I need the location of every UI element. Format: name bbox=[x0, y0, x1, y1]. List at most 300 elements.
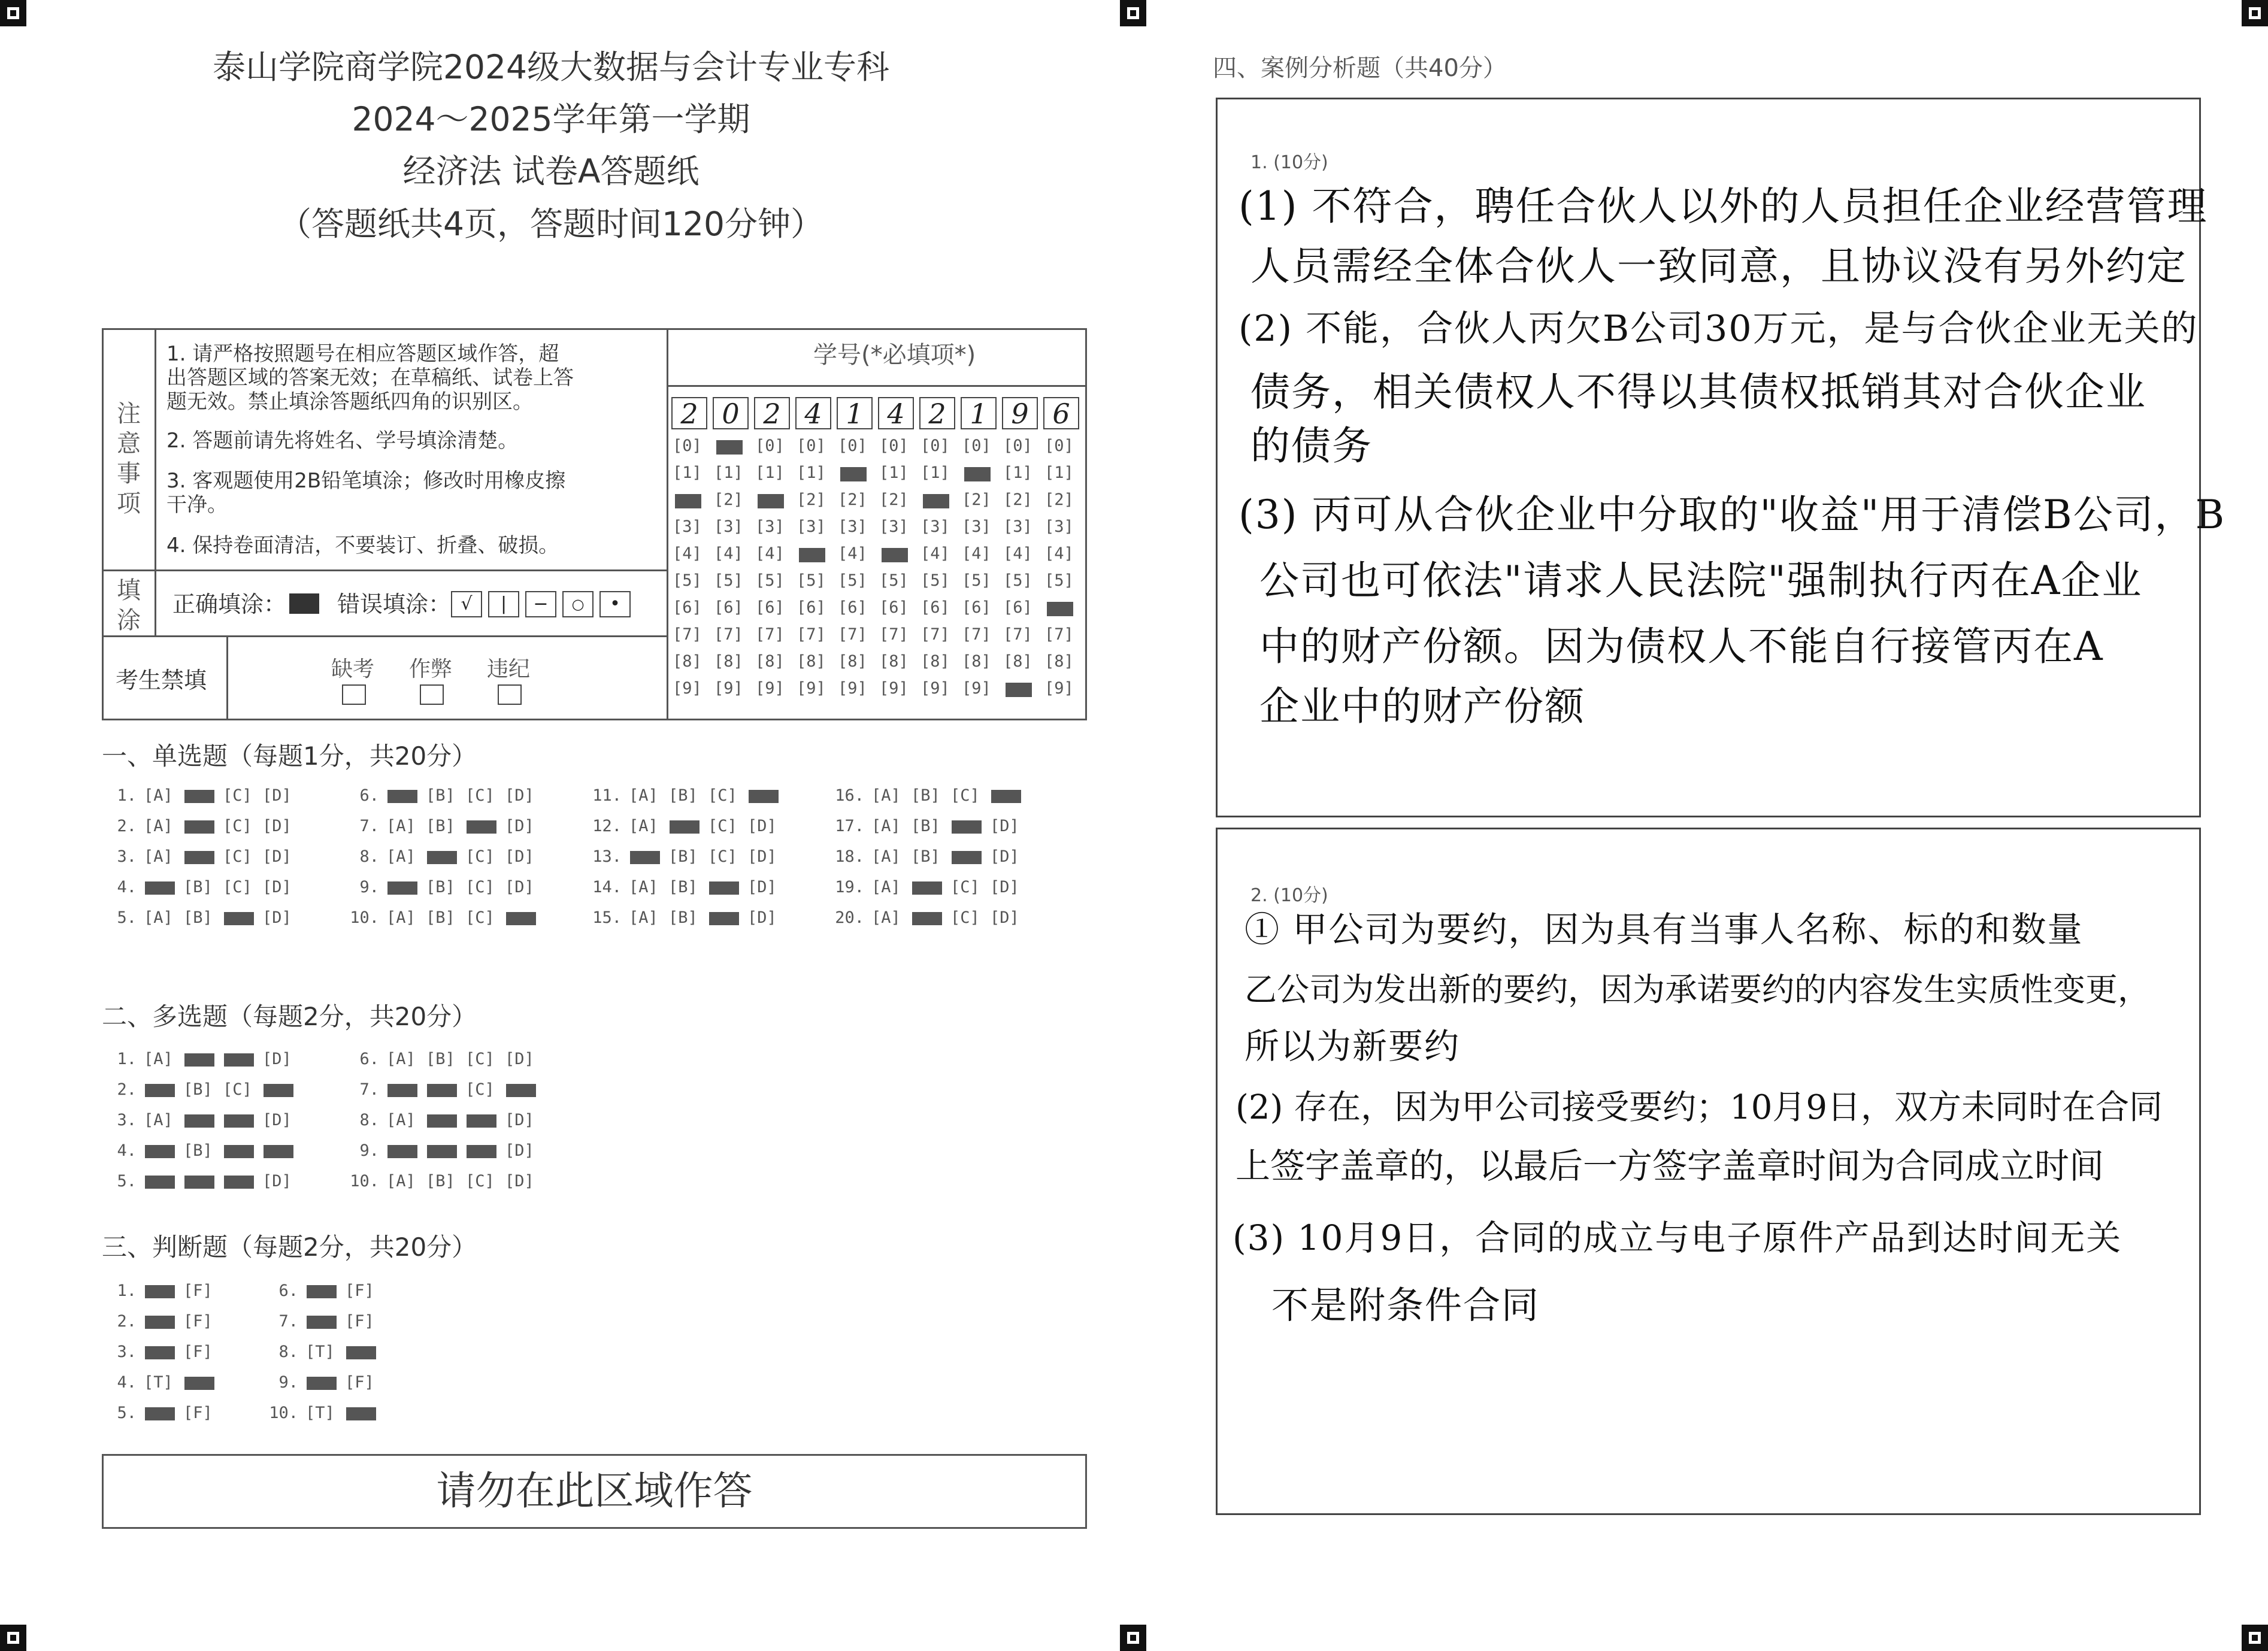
single-q4-option-A[interactable] bbox=[144, 878, 183, 896]
multi-q7-option-B[interactable] bbox=[426, 1080, 465, 1099]
id-bubble-col9-1[interactable]: [1] bbox=[1003, 464, 1032, 482]
single-q5-option-B[interactable]: [B] bbox=[183, 908, 213, 927]
multi-q10-option-C[interactable]: [C] bbox=[465, 1172, 495, 1190]
id-bubble-col7-7[interactable]: [7] bbox=[920, 625, 950, 644]
multi-question-number: 8. bbox=[359, 1111, 379, 1129]
notice-line-4: 2. 答题前请先将姓名、学号填涂清楚。 bbox=[166, 429, 519, 453]
multi-q9-option-B[interactable] bbox=[426, 1141, 465, 1160]
single-q11-option-D[interactable] bbox=[747, 786, 787, 805]
single-q14-option-C[interactable] bbox=[708, 878, 747, 896]
id-bubble-col4-7[interactable]: [7] bbox=[797, 625, 826, 644]
single-q19-option-C[interactable]: [C] bbox=[950, 878, 980, 896]
notice-table bbox=[102, 328, 1087, 720]
id-bubble-col3-1[interactable]: [1] bbox=[755, 464, 785, 482]
id-bubble-col3-8[interactable]: [8] bbox=[755, 652, 785, 671]
student-id-digit-4[interactable]: 4 bbox=[795, 397, 831, 429]
multi-q3-option-B[interactable] bbox=[183, 1111, 223, 1129]
single-q3-option-C[interactable]: [C] bbox=[223, 847, 252, 866]
multi-q1-option-D[interactable]: [D] bbox=[262, 1050, 292, 1068]
student-id-digit-7[interactable]: 2 bbox=[919, 397, 955, 429]
multi-q1-option-A[interactable]: [A] bbox=[144, 1050, 173, 1068]
case-q2-score: 2. (10分) bbox=[1250, 885, 1328, 906]
single-q13-option-C[interactable]: [C] bbox=[708, 847, 737, 866]
student-id-digit-1[interactable]: 2 bbox=[671, 397, 707, 429]
tf-q7-option-F[interactable]: [F] bbox=[345, 1312, 374, 1331]
id-bubble-col3-6[interactable]: [6] bbox=[755, 598, 785, 617]
multi-q3-option-D[interactable]: [D] bbox=[262, 1111, 292, 1129]
multi-q7-option-D[interactable] bbox=[505, 1080, 544, 1099]
student-id-digit-5[interactable]: 1 bbox=[837, 397, 873, 429]
multi-q4-option-D[interactable] bbox=[262, 1141, 302, 1160]
multi-q5-option-C[interactable] bbox=[223, 1172, 262, 1190]
single-q8-option-C[interactable]: [C] bbox=[465, 847, 495, 866]
multi-q9-option-C[interactable] bbox=[465, 1141, 505, 1160]
tf-q10-option-T[interactable]: [T] bbox=[305, 1404, 335, 1422]
id-bubble-col1-7[interactable]: [7] bbox=[673, 625, 702, 644]
id-bubble-col9-4[interactable]: [4] bbox=[1003, 544, 1032, 563]
multi-q5-option-B[interactable] bbox=[183, 1172, 223, 1190]
id-bubble-col10-0[interactable]: [0] bbox=[1044, 437, 1074, 455]
single-q2-option-A[interactable]: [A] bbox=[144, 817, 173, 835]
single-q3-option-A[interactable]: [A] bbox=[144, 847, 173, 866]
id-bubble-col4-6[interactable]: [6] bbox=[797, 598, 826, 617]
single-q14-option-B[interactable]: [B] bbox=[668, 878, 698, 896]
id-bubble-col10-2[interactable]: [2] bbox=[1044, 490, 1074, 509]
id-bubble-col2-9[interactable]: [9] bbox=[714, 679, 743, 698]
multi-question-9 bbox=[344, 1141, 544, 1160]
single-q16-option-A[interactable]: [A] bbox=[871, 786, 901, 805]
id-bubble-col4-3[interactable]: [3] bbox=[797, 517, 826, 536]
multi-q6-option-C[interactable]: [C] bbox=[465, 1050, 495, 1068]
case-q2-line-3: 所以为新要约 bbox=[1244, 1026, 1461, 1067]
student-id-digit-6[interactable]: 4 bbox=[878, 397, 914, 429]
tf-question-2 bbox=[102, 1312, 223, 1331]
id-bubble-col6-5[interactable]: [5] bbox=[879, 571, 909, 590]
multi-q6-option-D[interactable]: [D] bbox=[505, 1050, 534, 1068]
student-id-bubbles bbox=[671, 437, 1085, 718]
id-bubble-col4-2[interactable]: [2] bbox=[797, 490, 826, 509]
id-bubble-col7-9[interactable]: [9] bbox=[920, 679, 950, 698]
single-q8-option-A[interactable]: [A] bbox=[386, 847, 416, 866]
single-q12-option-C[interactable]: [C] bbox=[708, 817, 737, 835]
multi-q5-option-A[interactable] bbox=[144, 1172, 183, 1190]
id-bubble-col4-0[interactable]: [0] bbox=[797, 437, 826, 455]
single-q6-option-C[interactable]: [C] bbox=[465, 786, 495, 805]
id-bubble-col10-5[interactable]: [5] bbox=[1044, 571, 1074, 590]
id-bubble-col8-9[interactable]: [9] bbox=[962, 679, 991, 698]
tf-question-number: 7. bbox=[278, 1312, 298, 1331]
multi-question-number: 1. bbox=[117, 1050, 137, 1068]
single-q10-option-A[interactable]: [A] bbox=[386, 908, 416, 927]
student-id-digit-3[interactable]: 2 bbox=[754, 397, 790, 429]
single-question-19 bbox=[829, 878, 1029, 896]
single-question-number: 20. bbox=[835, 908, 864, 927]
id-bubble-col1-0[interactable]: [0] bbox=[673, 437, 702, 455]
case-q2-line-6: (3) 10月9日，合同的成立与电子原件产品到达时间无关 bbox=[1233, 1217, 2122, 1258]
single-q9-option-B[interactable]: [B] bbox=[426, 878, 455, 896]
id-bubble-col10-7[interactable]: [7] bbox=[1044, 625, 1074, 644]
id-bubble-col9-0[interactable]: [0] bbox=[1003, 437, 1032, 455]
id-bubble-col5-5[interactable]: [5] bbox=[838, 571, 867, 590]
single-q11-option-A[interactable]: [A] bbox=[629, 786, 658, 805]
multi-q8-option-A[interactable]: [A] bbox=[386, 1111, 416, 1129]
id-bubble-col1-3[interactable]: [3] bbox=[673, 517, 702, 536]
id-bubble-col10-3[interactable]: [3] bbox=[1044, 517, 1074, 536]
single-q20-option-D[interactable]: [D] bbox=[990, 908, 1019, 927]
cheat-checkbox[interactable] bbox=[420, 684, 444, 705]
id-bubble-col3-4[interactable]: [4] bbox=[755, 544, 785, 563]
id-bubble-col7-1[interactable]: [1] bbox=[920, 464, 950, 482]
multi-q8-option-D[interactable]: [D] bbox=[505, 1111, 534, 1129]
single-q4-option-D[interactable]: [D] bbox=[262, 878, 292, 896]
single-q19-option-A[interactable]: [A] bbox=[871, 878, 901, 896]
id-bubble-col3-9[interactable]: [9] bbox=[755, 679, 785, 698]
student-id-digit-8[interactable]: 1 bbox=[961, 397, 997, 429]
id-bubble-col6-2[interactable]: [2] bbox=[879, 490, 909, 509]
single-q4-option-C[interactable]: [C] bbox=[223, 878, 252, 896]
single-q12-option-A[interactable]: [A] bbox=[629, 817, 658, 835]
multi-q3-option-A[interactable]: [A] bbox=[144, 1111, 173, 1129]
id-bubble-col1-5[interactable]: [5] bbox=[673, 571, 702, 590]
id-bubble-col9-5[interactable]: [5] bbox=[1003, 571, 1032, 590]
multi-q10-option-A[interactable]: [A] bbox=[386, 1172, 416, 1190]
single-q18-option-D[interactable]: [D] bbox=[990, 847, 1019, 866]
id-bubble-col8-4[interactable]: [4] bbox=[962, 544, 991, 563]
single-question-1 bbox=[102, 786, 302, 805]
id-bubble-col5-8[interactable]: [8] bbox=[838, 652, 867, 671]
multi-q8-option-C[interactable] bbox=[465, 1111, 505, 1129]
id-bubble-col6-0[interactable]: [0] bbox=[879, 437, 909, 455]
single-q1-option-A[interactable]: [A] bbox=[144, 786, 173, 805]
multi-q7-option-C[interactable]: [C] bbox=[465, 1080, 495, 1099]
multi-q5-option-D[interactable]: [D] bbox=[262, 1172, 292, 1190]
single-q1-option-D[interactable]: [D] bbox=[262, 786, 292, 805]
id-bubble-col10-1[interactable]: [1] bbox=[1044, 464, 1074, 482]
multi-q1-option-B[interactable] bbox=[183, 1050, 223, 1068]
tf-question-number: 4. bbox=[117, 1373, 137, 1392]
single-q19-option-D[interactable]: [D] bbox=[990, 878, 1019, 896]
multi-question-6 bbox=[344, 1050, 544, 1068]
tf-q10-option-F[interactable] bbox=[345, 1404, 384, 1422]
id-bubble-col6-4[interactable] bbox=[879, 544, 909, 563]
single-q15-option-A[interactable]: [A] bbox=[629, 908, 658, 927]
single-q2-option-D[interactable]: [D] bbox=[262, 817, 292, 835]
single-q12-option-D[interactable]: [D] bbox=[747, 817, 777, 835]
multi-q4-option-B[interactable]: [B] bbox=[183, 1141, 213, 1160]
id-bubble-col9-6[interactable]: [6] bbox=[1003, 598, 1032, 617]
single-q9-option-C[interactable]: [C] bbox=[465, 878, 495, 896]
id-bubble-col8-8[interactable]: [8] bbox=[962, 652, 991, 671]
id-bubble-col9-2[interactable]: [2] bbox=[1003, 490, 1032, 509]
id-bubble-col1-6[interactable]: [6] bbox=[673, 598, 702, 617]
single-q15-option-B[interactable]: [B] bbox=[668, 908, 698, 927]
single-q17-option-A[interactable]: [A] bbox=[871, 817, 901, 835]
single-q16-option-C[interactable]: [C] bbox=[950, 786, 980, 805]
tf-q9-option-T[interactable] bbox=[305, 1373, 345, 1392]
student-id-digit-10[interactable]: 6 bbox=[1043, 397, 1079, 429]
id-bubble-col4-9[interactable]: [9] bbox=[797, 679, 826, 698]
id-bubble-col8-0[interactable]: [0] bbox=[962, 437, 991, 455]
id-bubble-col9-9[interactable] bbox=[1003, 679, 1032, 698]
single-q4-option-B[interactable]: [B] bbox=[183, 878, 213, 896]
id-bubble-col3-2[interactable] bbox=[755, 490, 785, 509]
tf-q3-option-F[interactable]: [F] bbox=[183, 1343, 213, 1361]
tf-q6-option-F[interactable]: [F] bbox=[345, 1282, 374, 1300]
single-q10-option-B[interactable]: [B] bbox=[426, 908, 455, 927]
id-bubble-col5-2[interactable]: [2] bbox=[838, 490, 867, 509]
single-q18-option-B[interactable]: [B] bbox=[911, 847, 940, 866]
id-bubble-col5-9[interactable]: [9] bbox=[838, 679, 867, 698]
tf-q2-option-T[interactable] bbox=[144, 1312, 183, 1331]
student-id-digit-2[interactable]: 0 bbox=[713, 397, 749, 429]
id-bubble-col2-8[interactable]: [8] bbox=[714, 652, 743, 671]
id-bubble-col10-8[interactable]: [8] bbox=[1044, 652, 1074, 671]
multi-question-number: 7. bbox=[359, 1080, 379, 1099]
single-q14-option-D[interactable]: [D] bbox=[747, 878, 777, 896]
id-bubble-col2-6[interactable]: [6] bbox=[714, 598, 743, 617]
single-q16-option-D[interactable] bbox=[990, 786, 1029, 805]
single-q5-option-D[interactable]: [D] bbox=[262, 908, 292, 927]
id-bubble-col2-3[interactable]: [3] bbox=[714, 517, 743, 536]
single-question-number: 14. bbox=[592, 878, 622, 896]
id-bubble-col7-8[interactable]: [8] bbox=[920, 652, 950, 671]
multi-q6-option-B[interactable]: [B] bbox=[426, 1050, 455, 1068]
id-bubble-col5-4[interactable]: [4] bbox=[838, 544, 867, 563]
single-q6-option-D[interactable]: [D] bbox=[505, 786, 534, 805]
single-q10-option-C[interactable]: [C] bbox=[465, 908, 495, 927]
tf-q1-option-T[interactable] bbox=[144, 1282, 183, 1300]
single-q12-option-B[interactable] bbox=[668, 817, 708, 835]
id-bubble-col6-7[interactable]: [7] bbox=[879, 625, 909, 644]
single-q1-option-B[interactable] bbox=[183, 786, 223, 805]
id-bubble-col5-0[interactable]: [0] bbox=[838, 437, 867, 455]
id-bubble-col9-7[interactable]: [7] bbox=[1003, 625, 1032, 644]
single-question-number: 2. bbox=[117, 817, 137, 835]
multi-question-3 bbox=[102, 1111, 302, 1129]
case-answer-box-2[interactable] bbox=[1216, 828, 2201, 1515]
id-bubble-col9-8[interactable]: [8] bbox=[1003, 652, 1032, 671]
multi-q2-option-A[interactable] bbox=[144, 1080, 183, 1099]
id-bubble-col2-5[interactable]: [5] bbox=[714, 571, 743, 590]
single-q5-option-A[interactable]: [A] bbox=[144, 908, 173, 927]
multi-q9-option-A[interactable] bbox=[386, 1141, 426, 1160]
multi-q2-option-B[interactable]: [B] bbox=[183, 1080, 213, 1099]
id-bubble-col9-3[interactable]: [3] bbox=[1003, 517, 1032, 536]
single-q2-option-C[interactable]: [C] bbox=[223, 817, 252, 835]
tf-q1-option-F[interactable]: [F] bbox=[183, 1282, 213, 1300]
id-bubble-col7-5[interactable]: [5] bbox=[920, 571, 950, 590]
multi-q2-option-D[interactable] bbox=[262, 1080, 302, 1099]
single-q20-option-C[interactable]: [C] bbox=[950, 908, 980, 927]
single-question-4 bbox=[102, 878, 302, 896]
id-bubble-col2-1[interactable]: [1] bbox=[714, 464, 743, 482]
notice-label: 注意事项 bbox=[117, 400, 141, 517]
tf-q4-option-T[interactable]: [T] bbox=[144, 1373, 173, 1392]
id-bubble-col3-5[interactable]: [5] bbox=[755, 571, 785, 590]
single-q17-option-C[interactable] bbox=[950, 817, 990, 835]
tf-q4-option-F[interactable] bbox=[183, 1373, 223, 1392]
id-bubble-col8-2[interactable]: [2] bbox=[962, 490, 991, 509]
id-bubble-col1-9[interactable]: [9] bbox=[673, 679, 702, 698]
id-bubble-col7-4[interactable]: [4] bbox=[920, 544, 950, 563]
id-bubble-col6-6[interactable]: [6] bbox=[879, 598, 909, 617]
id-bubble-col6-9[interactable]: [9] bbox=[879, 679, 909, 698]
single-question-number: 16. bbox=[835, 786, 864, 805]
multi-q6-option-A[interactable]: [A] bbox=[386, 1050, 416, 1068]
multi-q2-option-C[interactable]: [C] bbox=[223, 1080, 252, 1099]
id-bubble-col1-4[interactable]: [4] bbox=[673, 544, 702, 563]
single-q17-option-B[interactable]: [B] bbox=[911, 817, 940, 835]
id-bubble-col6-3[interactable]: [3] bbox=[879, 517, 909, 536]
wrong-mark-bar: | bbox=[488, 591, 519, 617]
tf-q6-option-T[interactable] bbox=[305, 1282, 345, 1300]
case-answer-box-1[interactable] bbox=[1216, 98, 2226, 817]
tf-question-1 bbox=[102, 1282, 223, 1300]
single-q7-option-B[interactable]: [B] bbox=[426, 817, 455, 835]
single-q1-option-C[interactable]: [C] bbox=[223, 786, 252, 805]
case-q1-line-2: 人员需经全体合伙人一致同意，且协议没有另外约定 bbox=[1250, 243, 2187, 289]
multi-choice-title: 二、多选题（每题2分，共20分） bbox=[102, 1002, 477, 1031]
single-q19-option-B[interactable] bbox=[911, 878, 950, 896]
violation-checkbox[interactable] bbox=[498, 684, 522, 705]
single-q11-option-C[interactable]: [C] bbox=[708, 786, 737, 805]
case-q2-line-2: 乙公司为发出新的要约，因为承诺要约的内容发生实质性变更， bbox=[1244, 971, 2150, 1008]
single-q8-option-D[interactable]: [D] bbox=[505, 847, 534, 866]
multi-q7-option-A[interactable] bbox=[386, 1080, 426, 1099]
id-bubble-col8-3[interactable]: [3] bbox=[962, 517, 991, 536]
single-q18-option-C[interactable] bbox=[950, 847, 990, 866]
single-q15-option-D[interactable]: [D] bbox=[747, 908, 777, 927]
id-bubble-col2-0[interactable] bbox=[714, 437, 743, 455]
student-id-digit-9[interactable]: 9 bbox=[1002, 397, 1038, 429]
id-bubble-col5-3[interactable]: [3] bbox=[838, 517, 867, 536]
id-bubble-col2-2[interactable]: [2] bbox=[714, 490, 743, 509]
id-bubble-col6-1[interactable]: [1] bbox=[879, 464, 909, 482]
multi-q1-option-C[interactable] bbox=[223, 1050, 262, 1068]
multi-q4-option-C[interactable] bbox=[223, 1141, 262, 1160]
id-bubble-col10-9[interactable]: [9] bbox=[1044, 679, 1074, 698]
id-bubble-col7-6[interactable]: [6] bbox=[920, 598, 950, 617]
single-q8-option-B[interactable] bbox=[426, 847, 465, 866]
case-q2-line-7: 不是附条件合同 bbox=[1271, 1283, 1540, 1327]
multi-q3-option-C[interactable] bbox=[223, 1111, 262, 1129]
tf-q8-option-F[interactable] bbox=[345, 1343, 384, 1361]
multi-question-number: 10. bbox=[350, 1172, 379, 1190]
id-bubble-col3-0[interactable]: [0] bbox=[755, 437, 785, 455]
tf-q9-option-F[interactable]: [F] bbox=[345, 1373, 374, 1392]
tf-question-7 bbox=[264, 1312, 384, 1331]
single-q9-option-D[interactable]: [D] bbox=[505, 878, 534, 896]
single-q10-option-D[interactable] bbox=[505, 908, 544, 927]
single-q16-option-B[interactable]: [B] bbox=[911, 786, 940, 805]
tf-q2-option-F[interactable]: [F] bbox=[183, 1312, 213, 1331]
single-q6-option-B[interactable]: [B] bbox=[426, 786, 455, 805]
single-q6-option-A[interactable] bbox=[386, 786, 426, 805]
id-bubble-col7-3[interactable]: [3] bbox=[920, 517, 950, 536]
id-bubble-col8-5[interactable]: [5] bbox=[962, 571, 991, 590]
id-bubble-col4-5[interactable]: [5] bbox=[797, 571, 826, 590]
id-bubble-col3-7[interactable]: [7] bbox=[755, 625, 785, 644]
multi-question-1 bbox=[102, 1050, 302, 1068]
multi-q10-option-D[interactable]: [D] bbox=[505, 1172, 534, 1190]
multi-question-number: 5. bbox=[117, 1172, 137, 1190]
single-q13-option-B[interactable]: [B] bbox=[668, 847, 698, 866]
id-bubble-col10-4[interactable]: [4] bbox=[1044, 544, 1074, 563]
id-bubble-col5-7[interactable]: [7] bbox=[838, 625, 867, 644]
id-bubble-col1-2[interactable] bbox=[673, 490, 702, 509]
id-bubble-col10-6[interactable] bbox=[1044, 598, 1074, 617]
id-bubble-col4-1[interactable]: [1] bbox=[797, 464, 826, 482]
multi-q8-option-B[interactable] bbox=[426, 1111, 465, 1129]
notice-line-7: 4. 保持卷面清洁，不要装订、折叠、破损。 bbox=[166, 534, 559, 558]
single-q3-option-D[interactable]: [D] bbox=[262, 847, 292, 866]
case-q1-score: 1. (10分) bbox=[1250, 152, 1328, 173]
multi-q10-option-B[interactable]: [B] bbox=[426, 1172, 455, 1190]
single-q13-option-D[interactable]: [D] bbox=[747, 847, 777, 866]
multi-q4-option-A[interactable] bbox=[144, 1141, 183, 1160]
single-q5-option-C[interactable] bbox=[223, 908, 262, 927]
single-q17-option-D[interactable]: [D] bbox=[990, 817, 1019, 835]
single-q13-option-A[interactable] bbox=[629, 847, 668, 866]
tf-q7-option-T[interactable] bbox=[305, 1312, 345, 1331]
single-q3-option-B[interactable] bbox=[183, 847, 223, 866]
tf-question-number: 3. bbox=[117, 1343, 137, 1361]
single-q15-option-C[interactable] bbox=[708, 908, 747, 927]
single-q20-option-A[interactable]: [A] bbox=[871, 908, 901, 927]
single-q7-option-D[interactable]: [D] bbox=[505, 817, 534, 835]
tf-q5-option-T[interactable] bbox=[144, 1404, 183, 1422]
id-bubble-col4-4[interactable] bbox=[797, 544, 826, 563]
id-bubble-col5-6[interactable]: [6] bbox=[838, 598, 867, 617]
id-bubble-col8-1[interactable] bbox=[962, 464, 991, 482]
single-question-11 bbox=[587, 786, 787, 805]
multi-q9-option-D[interactable]: [D] bbox=[505, 1141, 534, 1160]
tf-q5-option-F[interactable]: [F] bbox=[183, 1404, 213, 1422]
id-bubble-col1-8[interactable]: [8] bbox=[673, 652, 702, 671]
single-q11-option-B[interactable]: [B] bbox=[668, 786, 698, 805]
id-bubble-col7-0[interactable]: [0] bbox=[920, 437, 950, 455]
id-bubble-col2-4[interactable]: [4] bbox=[714, 544, 743, 563]
id-bubble-col8-7[interactable]: [7] bbox=[962, 625, 991, 644]
multi-question-7 bbox=[344, 1080, 544, 1099]
wrong-mark-check: √ bbox=[451, 591, 482, 617]
single-q18-option-A[interactable]: [A] bbox=[871, 847, 901, 866]
id-bubble-col8-6[interactable]: [6] bbox=[962, 598, 991, 617]
case-q1-line-7: 公司也可依法"请求人民法院"强制执行丙在A企业 bbox=[1259, 558, 2143, 604]
absent-checkbox[interactable] bbox=[342, 684, 366, 705]
notice-line-6: 干净。 bbox=[166, 493, 228, 517]
single-q20-option-B[interactable] bbox=[911, 908, 950, 927]
single-q7-option-C[interactable] bbox=[465, 817, 505, 835]
tf-q8-option-T[interactable]: [T] bbox=[305, 1343, 335, 1361]
single-q14-option-A[interactable]: [A] bbox=[629, 878, 658, 896]
id-bubble-col5-1[interactable] bbox=[838, 464, 867, 482]
tf-q3-option-T[interactable] bbox=[144, 1343, 183, 1361]
id-bubble-col1-1[interactable]: [1] bbox=[673, 464, 702, 482]
single-q9-option-A[interactable] bbox=[386, 878, 426, 896]
single-question-number: 11. bbox=[592, 786, 622, 805]
single-q7-option-A[interactable]: [A] bbox=[386, 817, 416, 835]
single-question-number: 7. bbox=[359, 817, 379, 835]
id-bubble-col7-2[interactable] bbox=[920, 490, 950, 509]
single-q2-option-B[interactable] bbox=[183, 817, 223, 835]
id-bubble-col2-7[interactable]: [7] bbox=[714, 625, 743, 644]
id-bubble-col6-8[interactable]: [8] bbox=[879, 652, 909, 671]
id-bubble-col4-8[interactable]: [8] bbox=[797, 652, 826, 671]
id-bubble-col3-3[interactable]: [3] bbox=[755, 517, 785, 536]
correct-fill-sample bbox=[289, 593, 319, 614]
exam-title-line4: （答题纸共4页，答题时间120分钟） bbox=[278, 205, 823, 243]
